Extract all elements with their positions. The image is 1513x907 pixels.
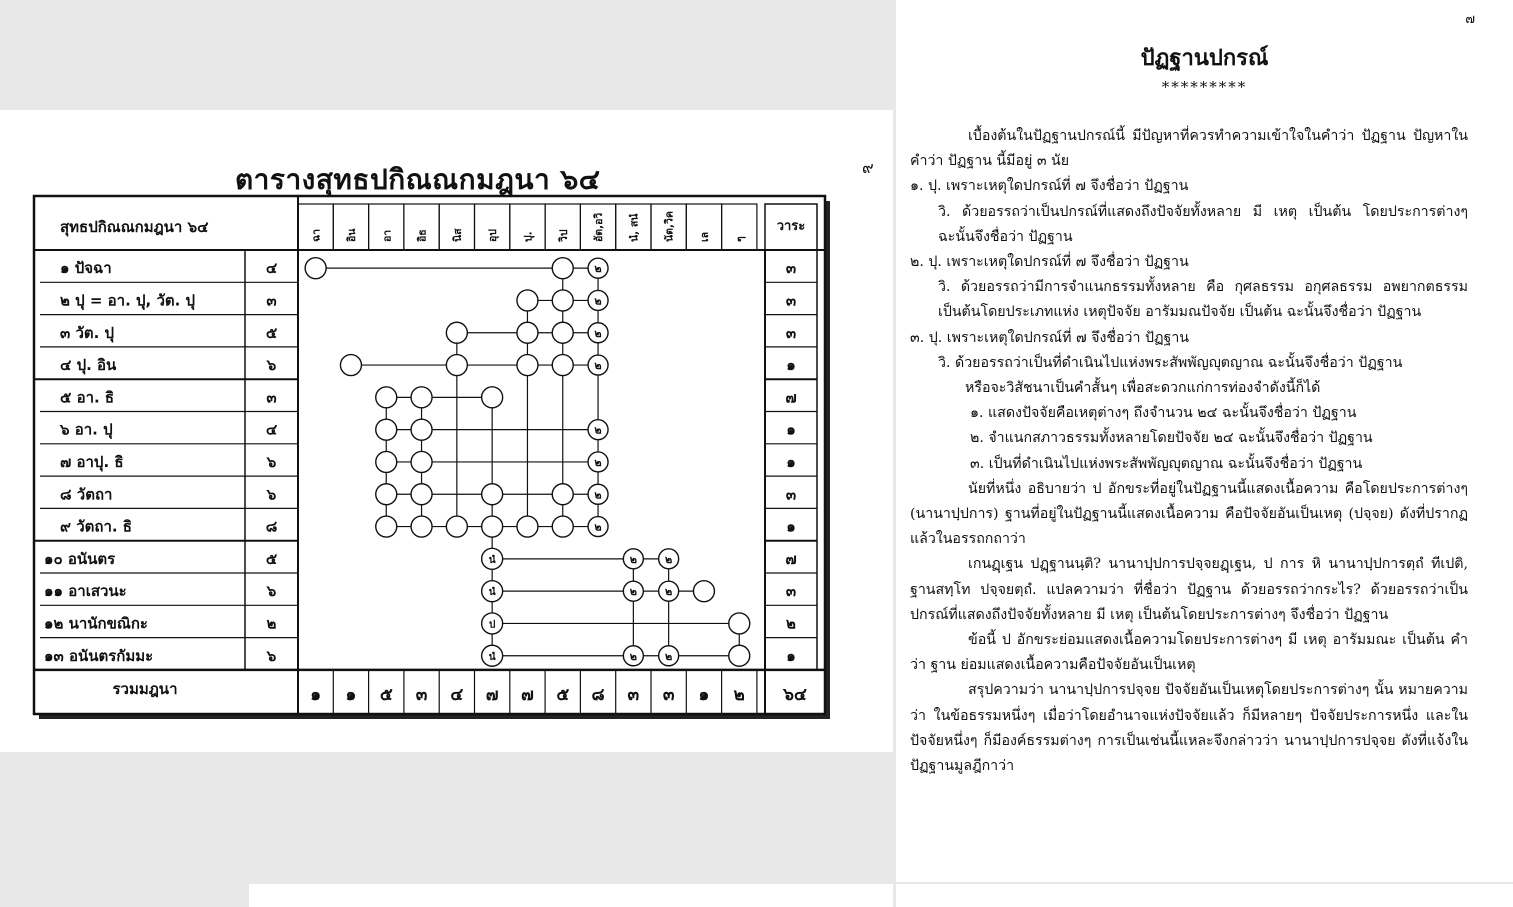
column-total: ๒	[733, 684, 745, 705]
grid-node-label: ๒	[594, 488, 602, 502]
row-label: ๒ ปุ = อา. ปุ, วัต. ปุ	[60, 291, 196, 310]
right-page	[896, 0, 1513, 882]
page-title: ปัฏฐานปกรณ์	[1140, 45, 1269, 71]
paragraph: ๑. ปุ. เพราะเหตุใดปกรณ์ที่ ๗ จึงชื่อว่า ปัฏฐาน	[910, 178, 1189, 195]
row-vara: ๗	[785, 388, 797, 407]
grid-node	[552, 516, 573, 537]
column-total: ๓	[662, 684, 675, 705]
list-item: ๒. จำแนกสภาวธรรมทั้งหลายโดยปัจจัย ๒๔ ฉะนั้นจึงชื่อว่า ปัฏฐาน	[970, 430, 1373, 447]
row-count: ๕	[265, 323, 278, 342]
paragraph: วิ. ด้วยอรรถว่ามีการจำแนกธรรมทั้งหลาย คือ กุศลธรรม อกุศลธรรม อพยากตธรรม เป็นต้นโดยประเภทแห่ง เหตุปัจจัย อารัมมณปัจจัย เป็นต้น ฉะนั้นจึงชื่อว่า ปัฏฐาน	[938, 279, 1468, 321]
grid-node	[552, 290, 573, 311]
grid-node	[376, 484, 397, 505]
column-header-label: นํ, สนํ	[628, 213, 641, 242]
column-total: ๗	[521, 684, 534, 705]
row-count: ๒	[266, 614, 277, 633]
paragraph: หรือจะวิสัชนาเป็นคำสั้นๆ เพื่อสะดวกแก่การท่องจำดังนี้ก็ได้	[965, 380, 1321, 397]
row-count: ๖	[266, 582, 277, 601]
row-label: ๗ อาปุ. ธิ	[60, 452, 124, 471]
paragraph: ๓. ปุ. เพราะเหตุใดปกรณ์ที่ ๗ จึงชื่อว่า ปัฏฐาน	[910, 329, 1189, 346]
row-vara: ๑	[786, 646, 796, 665]
row-label: ๘ วัตถา	[60, 485, 113, 504]
row-vara: ๓	[785, 485, 797, 504]
grid-node-label: ๒	[629, 585, 637, 599]
row-vara: ๓	[785, 323, 797, 342]
grid-node	[482, 484, 503, 505]
row-label: ๙ วัตถา. ธิ	[60, 517, 132, 536]
column-header-label: ๆ	[734, 236, 747, 242]
column-total: ๑	[345, 684, 357, 705]
totals-label: รวมมฎนา	[112, 679, 178, 698]
grid-node	[552, 258, 573, 279]
column-total: ๑	[310, 684, 322, 705]
grid-node	[376, 516, 397, 537]
grid-node-label: ๒	[665, 649, 673, 663]
row-label: ๔ ปุ. อิน	[60, 356, 117, 375]
grid-node-label: ๒	[594, 455, 602, 469]
grid-node-label: นํ	[488, 587, 496, 599]
paragraph: ข้อนี้ ป อักขระย่อมแสดงเนื้อความโดยประการต่างๆ มี เหตุ อารัมมณะ เป็นต้น คำว่า ฐาน ย่อมแสดงเนื้อความคือปัจจัยอันเป็นเหตุ	[910, 632, 1468, 674]
row-label: ๑๑ อาเสวนะ	[44, 582, 127, 601]
grid-node	[446, 322, 467, 343]
body-text	[910, 124, 1468, 779]
column-header-label: อา	[381, 229, 394, 242]
grid-node-label: นํ	[488, 651, 496, 663]
grid-node	[411, 484, 432, 505]
next-page-edge-right	[896, 884, 1513, 907]
column-total: ๑	[698, 684, 710, 705]
column-total: ๘	[591, 684, 605, 705]
column-total: ๔	[450, 684, 464, 705]
grid-node	[552, 322, 573, 343]
grid-node	[517, 290, 538, 311]
column-total: ๕	[379, 684, 393, 705]
column-header-label: ฉา	[310, 228, 323, 242]
grid-node	[693, 581, 714, 602]
row-vara: ๒	[786, 614, 796, 633]
paragraph: เกนฏฺเฐน ปฏฺฐานนฺติ? นานาปฺปการปจฺจยฏฺเฐน, ป การ หิ นานาปฺปการตฺถํ ทีเปติ, ฐานสทฺโท ปจฺจยตฺถํ. แปลความว่า ที่ชื่อว่า ปัฏฐาน ด้วยอรรถว่ากระไร? ด้วยอรรถว่าเป็นปกรณ์ที่แสดงถึงปัจจัยทั้งหลาย มี เหตุ เป็นต้นโดยประการต่างๆ จึงชื่อว่า ปัฏฐาน	[910, 556, 1468, 623]
list-item: ๓. เป็นที่ดำเนินไปแห่งพระสัพพัญญุตญาณ ฉะนั้นจึงชื่อว่า ปัฏฐาน	[970, 455, 1363, 472]
row-vara: ๓	[785, 259, 797, 278]
row-count: ๓	[266, 291, 277, 310]
row-vara: ๑	[786, 356, 796, 375]
grid-node	[411, 451, 432, 472]
grid-node	[482, 516, 503, 537]
grid-node	[552, 484, 573, 505]
column-header-label: เล	[698, 231, 711, 242]
row-label: ๑ ปัจฉา	[60, 259, 112, 278]
row-label: ๑๒ นานักขณิกะ	[44, 614, 148, 633]
grid-node	[376, 419, 397, 440]
right-page-number: ๗	[1465, 12, 1475, 27]
row-vara: ๑	[786, 517, 796, 536]
row-vara: ๑	[786, 420, 796, 439]
grid-node	[411, 516, 432, 537]
column-header-label: วิป	[557, 229, 570, 242]
row-label: ๑๐ อนันตร	[44, 549, 116, 568]
grid-node	[340, 355, 361, 376]
title-ornament: *********	[1161, 78, 1248, 96]
column-header-label: อิธ	[416, 229, 429, 242]
grid-node-label: ๒	[629, 649, 637, 663]
grid-node-label: นํ	[488, 554, 496, 566]
grid-node	[552, 355, 573, 376]
grid-node	[411, 419, 432, 440]
row-vara: ๓	[785, 582, 797, 601]
grid-node	[376, 451, 397, 472]
paragraph: นัยที่หนึ่ง อธิบายว่า ป อักขระที่อยู่ในปัฏฐานนี้แสดงเนื้อความ คือโดยประการต่างๆ (นานาปฺปการ) ฐานที่อยู่ในปัฏฐานนี้แสดงเนื้อความ คือปัจจัยอันเป็นเหตุ (ปจฺจย) ดังที่ปรากฏแล้วในอรรถกถาว่า	[910, 480, 1468, 548]
row-count: ๔	[265, 259, 278, 278]
row-count: ๖	[266, 485, 277, 504]
grid-node	[482, 387, 503, 408]
grid-node	[446, 355, 467, 376]
grid-node	[376, 387, 397, 408]
row-label: ๓ วัต. ปุ	[60, 323, 115, 342]
grid-node-label: ๒	[665, 552, 673, 566]
grid-node-label: ป	[488, 619, 496, 631]
column-header-label: ปุ.	[522, 231, 535, 242]
column-header-label: อุป	[487, 229, 500, 242]
grid-node	[517, 516, 538, 537]
row-count: ๔	[265, 420, 278, 439]
grand-total: ๖๔	[783, 684, 807, 705]
grid-node	[517, 322, 538, 343]
grid-node-label: ๒	[594, 520, 602, 534]
table-header-label: สุทธปกิณณกมฎนา ๖๔	[60, 218, 209, 236]
list-item: ๑. แสดงปัจจัยคือเหตุต่างๆ ถึงจำนวน ๒๔ ฉะนั้นจึงชื่อว่า ปัฏฐาน	[970, 405, 1357, 422]
row-label: ๑๓ อนันตรกัมมะ	[44, 646, 154, 665]
paragraph: วิ. ด้วยอรรถว่าเป็นปกรณ์ที่แสดงถึงปัจจัยทั้งหลาย มี เหตุ เป็นต้น โดยประการต่างๆ ฉะนั้นจึงชื่อว่า ปัฏฐาน	[938, 203, 1468, 245]
row-vara: ๑	[786, 452, 796, 471]
next-page-edge	[249, 884, 893, 907]
grid-node	[446, 516, 467, 537]
row-count: ๘	[265, 517, 278, 536]
grid-node	[729, 613, 750, 634]
column-total: ๕	[556, 684, 570, 705]
left-page-number: ๙	[862, 158, 874, 177]
column-header-label: นัต,วิค	[663, 211, 676, 242]
row-count: ๓	[266, 388, 277, 407]
row-vara: ๓	[785, 291, 797, 310]
column-header-label: อิน	[345, 228, 358, 242]
grid-node	[305, 258, 326, 279]
paccaya-grid-table	[30, 192, 830, 722]
row-vara: ๗	[785, 549, 797, 568]
paragraph: ๒. ปุ. เพราะเหตุใดปกรณ์ที่ ๗ จึงชื่อว่า ปัฏฐาน	[910, 254, 1189, 271]
row-label: ๕ อา. ธิ	[60, 388, 115, 407]
row-count: ๖	[266, 356, 277, 375]
column-header-label: นิส	[451, 228, 464, 242]
grid-node-label: ๒	[594, 326, 602, 340]
grid-node-label: ๒	[665, 585, 673, 599]
grid-node-label: ๒	[629, 552, 637, 566]
grid-node-label: ๒	[594, 359, 602, 373]
column-total: ๓	[415, 684, 428, 705]
row-count: ๖	[266, 646, 277, 665]
grid-node	[729, 645, 750, 666]
row-count: ๕	[265, 549, 278, 568]
row-label: ๖ อา. ปุ	[60, 420, 113, 439]
chart-title: ตารางสุทธปกิณณกมฎนา ๖๔	[235, 163, 601, 196]
grid-node-label: ๒	[594, 294, 602, 308]
column-total: ๗	[485, 684, 499, 705]
paragraph: เบื้องต้นในปัฏฐานปกรณ์นี้ มีปัญหาที่ควรทำความเข้าใจในคำว่า ปัฏฐาน ปัญหาในคำว่า ปัฏฐาน นี้มีอยู่ ๓ นัย	[910, 128, 1468, 170]
grid-node	[411, 387, 432, 408]
grid-node	[517, 355, 538, 376]
column-total: ๓	[627, 684, 640, 705]
grid-node-label: ๒	[594, 262, 602, 276]
row-count: ๖	[266, 452, 277, 471]
grid-node-label: ๒	[594, 423, 602, 437]
paragraph: วิ. ด้วยอรรถว่าเป็นที่ดำเนินไปแห่งพระสัพพัญญุตญาณ ฉะนั้นจึงชื่อว่า ปัฏฐาน	[938, 354, 1403, 371]
paragraph: สรุปความว่า นานาปฺปการปจฺจย ปัจจัยอันเป็นเหตุโดยประการต่างๆ นั้น หมายความว่า ในข้อธรรมหนึ่งๆ เมื่อว่าโดยอำนาจแห่งปัจจัยแล้ว ก็มีหลายๆ ปัจจัยประการหนึ่ง และในปัจจัยหนึ่งๆ ก็มีองค์ธรรมต่างๆ การเป็นเช่นนี้แหละจึงกล่าวว่า นานาปฺปการปจฺจย ดังที่แจ้งในปัฏฐานมูลฎีกาว่า	[910, 682, 1468, 775]
column-header-label: อัต,อวิ	[593, 212, 606, 242]
vara-header-label: วาระ	[776, 219, 806, 234]
